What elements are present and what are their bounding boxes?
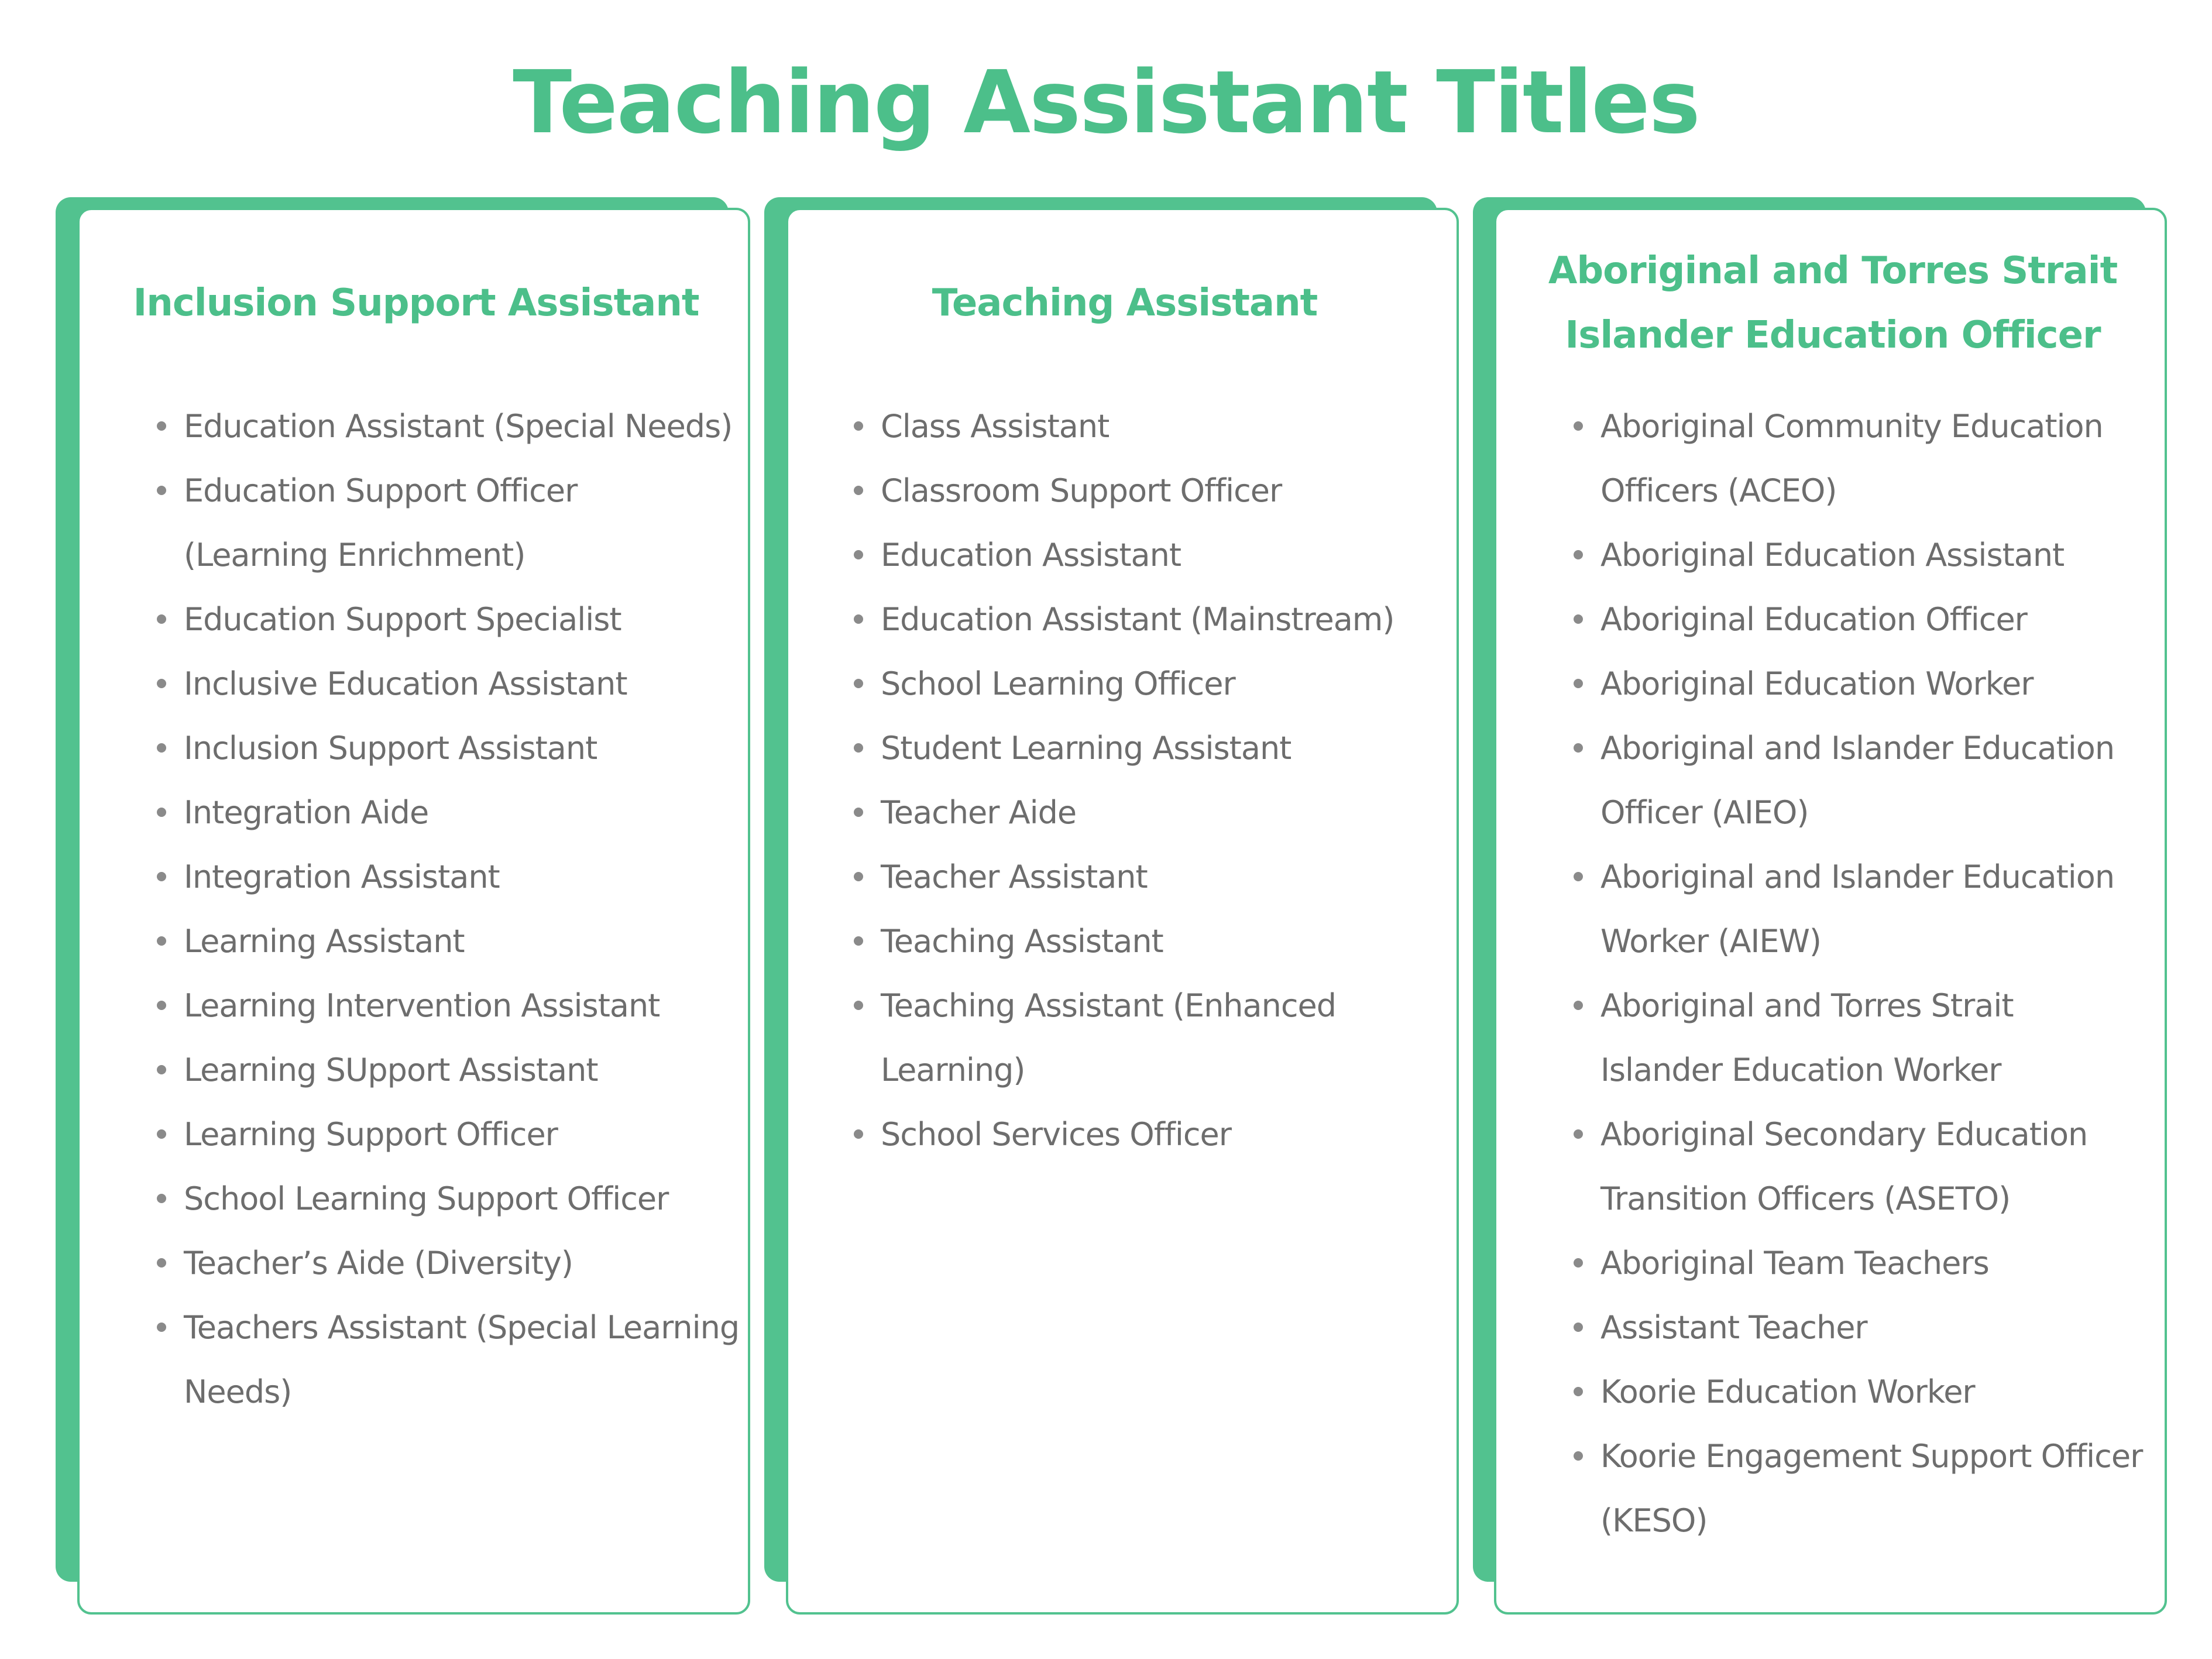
list-item-text: Koorie Education Worker bbox=[1600, 1373, 1975, 1410]
bullet-icon bbox=[157, 1065, 166, 1074]
list-item bbox=[157, 394, 742, 459]
list-item-text: Integration Assistant bbox=[184, 858, 500, 895]
list-item bbox=[157, 909, 742, 974]
bullet-icon bbox=[854, 808, 863, 817]
list-item bbox=[157, 1231, 742, 1296]
list-item-text: Learning Intervention Assistant bbox=[184, 987, 660, 1024]
list-item bbox=[1574, 652, 2159, 716]
bullet-icon bbox=[854, 1001, 863, 1010]
list-item bbox=[157, 1038, 742, 1102]
list-item-text: Needs) bbox=[184, 1373, 292, 1410]
list-item bbox=[854, 716, 1451, 781]
bullet-icon bbox=[157, 872, 166, 881]
list-item bbox=[854, 394, 1451, 459]
list-item bbox=[1574, 1424, 2159, 1553]
list-item-text: Officers (ACEO) bbox=[1600, 472, 1837, 509]
list-item-text: Teaching Assistant bbox=[881, 923, 1163, 960]
list-item-text: Worker (AIEW) bbox=[1600, 923, 1821, 960]
bullet-icon bbox=[854, 936, 863, 946]
list-item bbox=[854, 588, 1451, 652]
list-item-text: Education Assistant bbox=[881, 537, 1181, 573]
title-list-aboriginal-torres-strait bbox=[1574, 394, 2159, 1553]
card-heading-line: Inclusion Support Assistant bbox=[133, 281, 699, 325]
list-item bbox=[1574, 1231, 2159, 1296]
list-item bbox=[157, 974, 742, 1038]
list-item bbox=[1574, 845, 2159, 974]
list-item-text: Inclusive Education Assistant bbox=[184, 665, 627, 702]
list-item-text: Islander Education Worker bbox=[1600, 1052, 2001, 1088]
list-item-text: Aboriginal Education Worker bbox=[1600, 665, 2034, 702]
card-teaching-assistant bbox=[786, 208, 1459, 1615]
bullet-icon bbox=[157, 614, 166, 624]
list-item-text: Koorie Engagement Support Officer bbox=[1600, 1438, 2143, 1475]
bullet-icon bbox=[1574, 421, 1583, 431]
bullet-icon bbox=[1574, 1323, 1583, 1332]
list-item-text: School Services Officer bbox=[881, 1116, 1231, 1153]
bullet-icon bbox=[157, 936, 166, 946]
list-item-text: Learning Assistant bbox=[184, 923, 465, 960]
card-aboriginal-torres-strait bbox=[1494, 208, 2167, 1615]
list-item-text: Aboriginal Team Teachers bbox=[1600, 1245, 1989, 1282]
bullet-icon bbox=[854, 1129, 863, 1139]
card-heading-teaching-assistant bbox=[812, 271, 1438, 335]
list-item bbox=[1574, 1360, 2159, 1424]
card-heading-line: Aboriginal and Torres Strait bbox=[1548, 249, 2118, 293]
list-item-text: Teachers Assistant (Special Learning bbox=[184, 1309, 740, 1346]
list-item-text: Class Assistant bbox=[881, 408, 1110, 445]
bullet-icon bbox=[157, 1194, 166, 1203]
list-item-text: Transition Officers (ASETO) bbox=[1600, 1180, 2011, 1217]
title-list-inclusion-support bbox=[157, 394, 742, 1424]
bullet-icon bbox=[1574, 872, 1583, 881]
card-heading-line: Teaching Assistant bbox=[932, 281, 1318, 325]
list-item-text: Aboriginal Secondary Education bbox=[1600, 1116, 2088, 1153]
bullet-icon bbox=[157, 808, 166, 817]
list-item-text: School Learning Support Officer bbox=[184, 1180, 669, 1217]
bullet-icon bbox=[1574, 1387, 1583, 1396]
list-item bbox=[854, 1102, 1451, 1167]
list-item bbox=[1574, 523, 2159, 588]
list-item-text: Education Support Specialist bbox=[184, 601, 621, 638]
list-item bbox=[1574, 974, 2159, 1102]
list-item bbox=[854, 845, 1451, 909]
bullet-icon bbox=[854, 679, 863, 688]
list-item-text: Learning) bbox=[881, 1052, 1025, 1088]
list-item bbox=[157, 652, 742, 716]
list-item-text: Learning Support Officer bbox=[184, 1116, 558, 1153]
list-item bbox=[854, 909, 1451, 974]
list-item bbox=[1574, 716, 2159, 845]
bullet-icon bbox=[157, 1129, 166, 1139]
bullet-icon bbox=[1574, 679, 1583, 688]
bullet-icon bbox=[157, 1323, 166, 1332]
bullet-icon bbox=[1574, 1451, 1583, 1461]
list-item-text: Education Assistant (Mainstream) bbox=[881, 601, 1394, 638]
list-item bbox=[854, 652, 1451, 716]
list-item bbox=[157, 781, 742, 845]
list-item bbox=[157, 716, 742, 781]
list-item bbox=[854, 523, 1451, 588]
card-heading-line: Islander Education Officer bbox=[1565, 314, 2101, 357]
list-item-text: School Learning Officer bbox=[881, 665, 1235, 702]
list-item-text: Aboriginal Education Officer bbox=[1600, 601, 2027, 638]
list-item-text: Education Support Officer bbox=[184, 472, 578, 509]
bullet-icon bbox=[157, 1001, 166, 1010]
list-item bbox=[1574, 588, 2159, 652]
list-item-text: Inclusion Support Assistant bbox=[184, 730, 597, 767]
title-list-teaching-assistant bbox=[854, 394, 1451, 1167]
bullet-icon bbox=[157, 486, 166, 495]
bullet-icon bbox=[1574, 1258, 1583, 1268]
bullet-icon bbox=[1574, 1129, 1583, 1139]
bullet-icon bbox=[854, 743, 863, 753]
bullet-icon bbox=[1574, 1001, 1583, 1010]
list-item bbox=[157, 588, 742, 652]
card-inclusion-support bbox=[77, 208, 750, 1615]
list-item-text: Learning SUpport Assistant bbox=[184, 1052, 598, 1088]
list-item-text: Teaching Assistant (Enhanced bbox=[881, 987, 1337, 1024]
bullet-icon bbox=[157, 421, 166, 431]
bullet-icon bbox=[157, 1258, 166, 1268]
list-item-text: Teacher’s Aide (Diversity) bbox=[184, 1245, 573, 1282]
bullet-icon bbox=[1574, 614, 1583, 624]
bullet-icon bbox=[157, 679, 166, 688]
list-item-text: Teacher Aide bbox=[881, 794, 1077, 831]
bullet-icon bbox=[854, 872, 863, 881]
bullet-icon bbox=[157, 743, 166, 753]
list-item-text: Aboriginal and Torres Strait bbox=[1600, 987, 2014, 1024]
list-item bbox=[157, 1167, 742, 1231]
list-item bbox=[157, 459, 742, 588]
list-item bbox=[157, 845, 742, 909]
bullet-icon bbox=[854, 614, 863, 624]
page-title: Teaching Assistant Titles bbox=[513, 52, 1699, 153]
list-item-text: (Learning Enrichment) bbox=[184, 537, 525, 573]
list-item-text: Integration Aide bbox=[184, 794, 429, 831]
bullet-icon bbox=[854, 421, 863, 431]
list-item-text: Aboriginal Community Education bbox=[1600, 408, 2103, 445]
bullet-icon bbox=[854, 486, 863, 495]
list-item-text: Student Learning Assistant bbox=[881, 730, 1292, 767]
list-item-text: Teacher Assistant bbox=[881, 858, 1148, 895]
list-item-text: Officer (AIEO) bbox=[1600, 794, 1809, 831]
card-heading-aboriginal-torres-strait bbox=[1520, 239, 2146, 367]
list-item bbox=[1574, 394, 2159, 523]
bullet-icon bbox=[1574, 743, 1583, 753]
list-item bbox=[854, 781, 1451, 845]
bullet-icon bbox=[1574, 550, 1583, 559]
list-item-text: Aboriginal and Islander Education bbox=[1600, 730, 2115, 767]
list-item-text: Aboriginal Education Assistant bbox=[1600, 537, 2065, 573]
list-item bbox=[1574, 1296, 2159, 1360]
list-item-text: Education Assistant (Special Needs) bbox=[184, 408, 733, 445]
bullet-icon bbox=[854, 550, 863, 559]
list-item bbox=[854, 459, 1451, 523]
list-item bbox=[157, 1102, 742, 1167]
list-item bbox=[854, 974, 1451, 1102]
list-item bbox=[1574, 1102, 2159, 1231]
list-item-text: Assistant Teacher bbox=[1600, 1309, 1867, 1346]
list-item bbox=[157, 1296, 742, 1424]
list-item-text: (KESO) bbox=[1600, 1502, 1708, 1539]
card-heading-inclusion-support bbox=[103, 271, 729, 335]
list-item-text: Classroom Support Officer bbox=[881, 472, 1282, 509]
list-item-text: Aboriginal and Islander Education bbox=[1600, 858, 2115, 895]
